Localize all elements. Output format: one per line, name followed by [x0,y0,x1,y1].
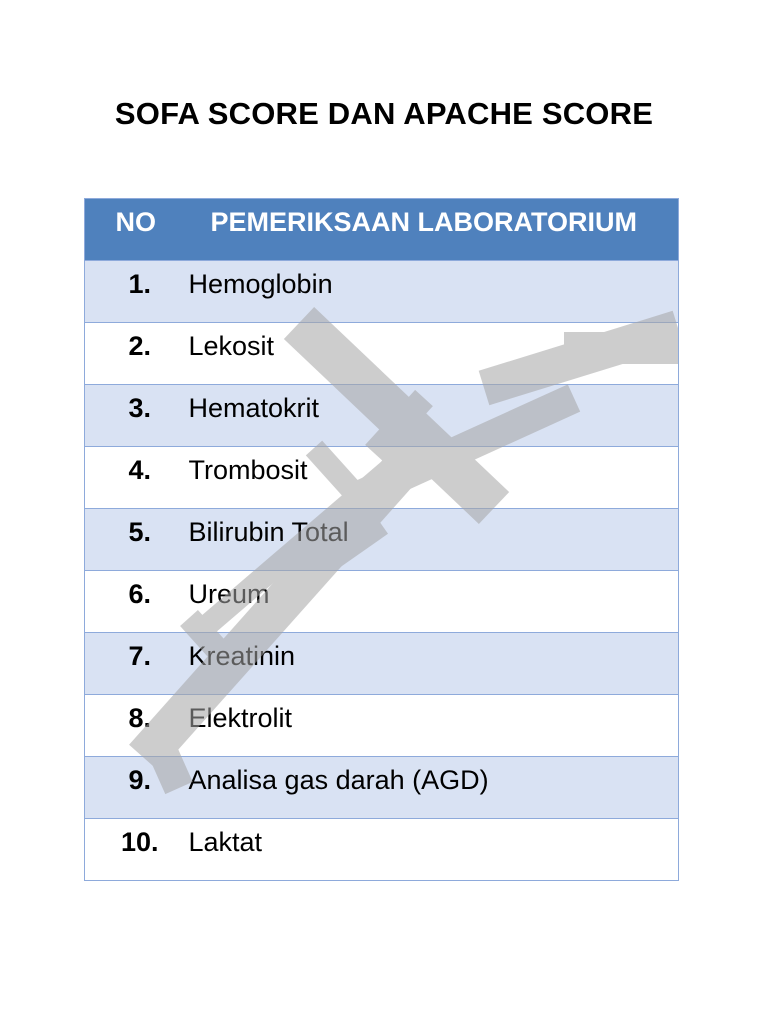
table-row [85,509,679,571]
table-row [85,323,679,385]
header-no: NO [85,199,187,261]
row-exam-name: Ureum [187,571,679,633]
row-number: 9. [85,757,187,819]
table-row [85,633,679,695]
row-number: 8. [85,695,187,757]
table-row [85,385,679,447]
row-number: 7. [85,633,187,695]
row-number: 3. [85,385,187,447]
lab-table [84,198,679,881]
row-exam-name: Kreatinin [187,633,679,695]
row-number: 1. [85,261,187,323]
row-exam-name: Hematokrit [187,385,679,447]
table-row [85,819,679,881]
row-number: 10. [85,819,187,881]
row-number: 4. [85,447,187,509]
row-number: 5. [85,509,187,571]
row-exam-name: Trombosit [187,447,679,509]
row-exam-name: Analisa gas darah (AGD) [187,757,679,819]
table-row [85,447,679,509]
row-number: 2. [85,323,187,385]
row-exam-name: Elektrolit [187,695,679,757]
table-row [85,695,679,757]
row-exam-name: Laktat [187,819,679,881]
table-row [85,571,679,633]
row-exam-name: Bilirubin Total [187,509,679,571]
row-number: 6. [85,571,187,633]
page-title: SOFA SCORE DAN APACHE SCORE [114,96,654,131]
table-row [85,757,679,819]
row-exam-name: Lekosit [187,323,679,385]
lab-table-container [84,198,678,891]
header-name: PEMERIKSAAN LABORATORIUM [187,199,679,261]
table-row [85,261,679,323]
row-exam-name: Hemoglobin [187,261,679,323]
table-header-row [85,199,679,261]
